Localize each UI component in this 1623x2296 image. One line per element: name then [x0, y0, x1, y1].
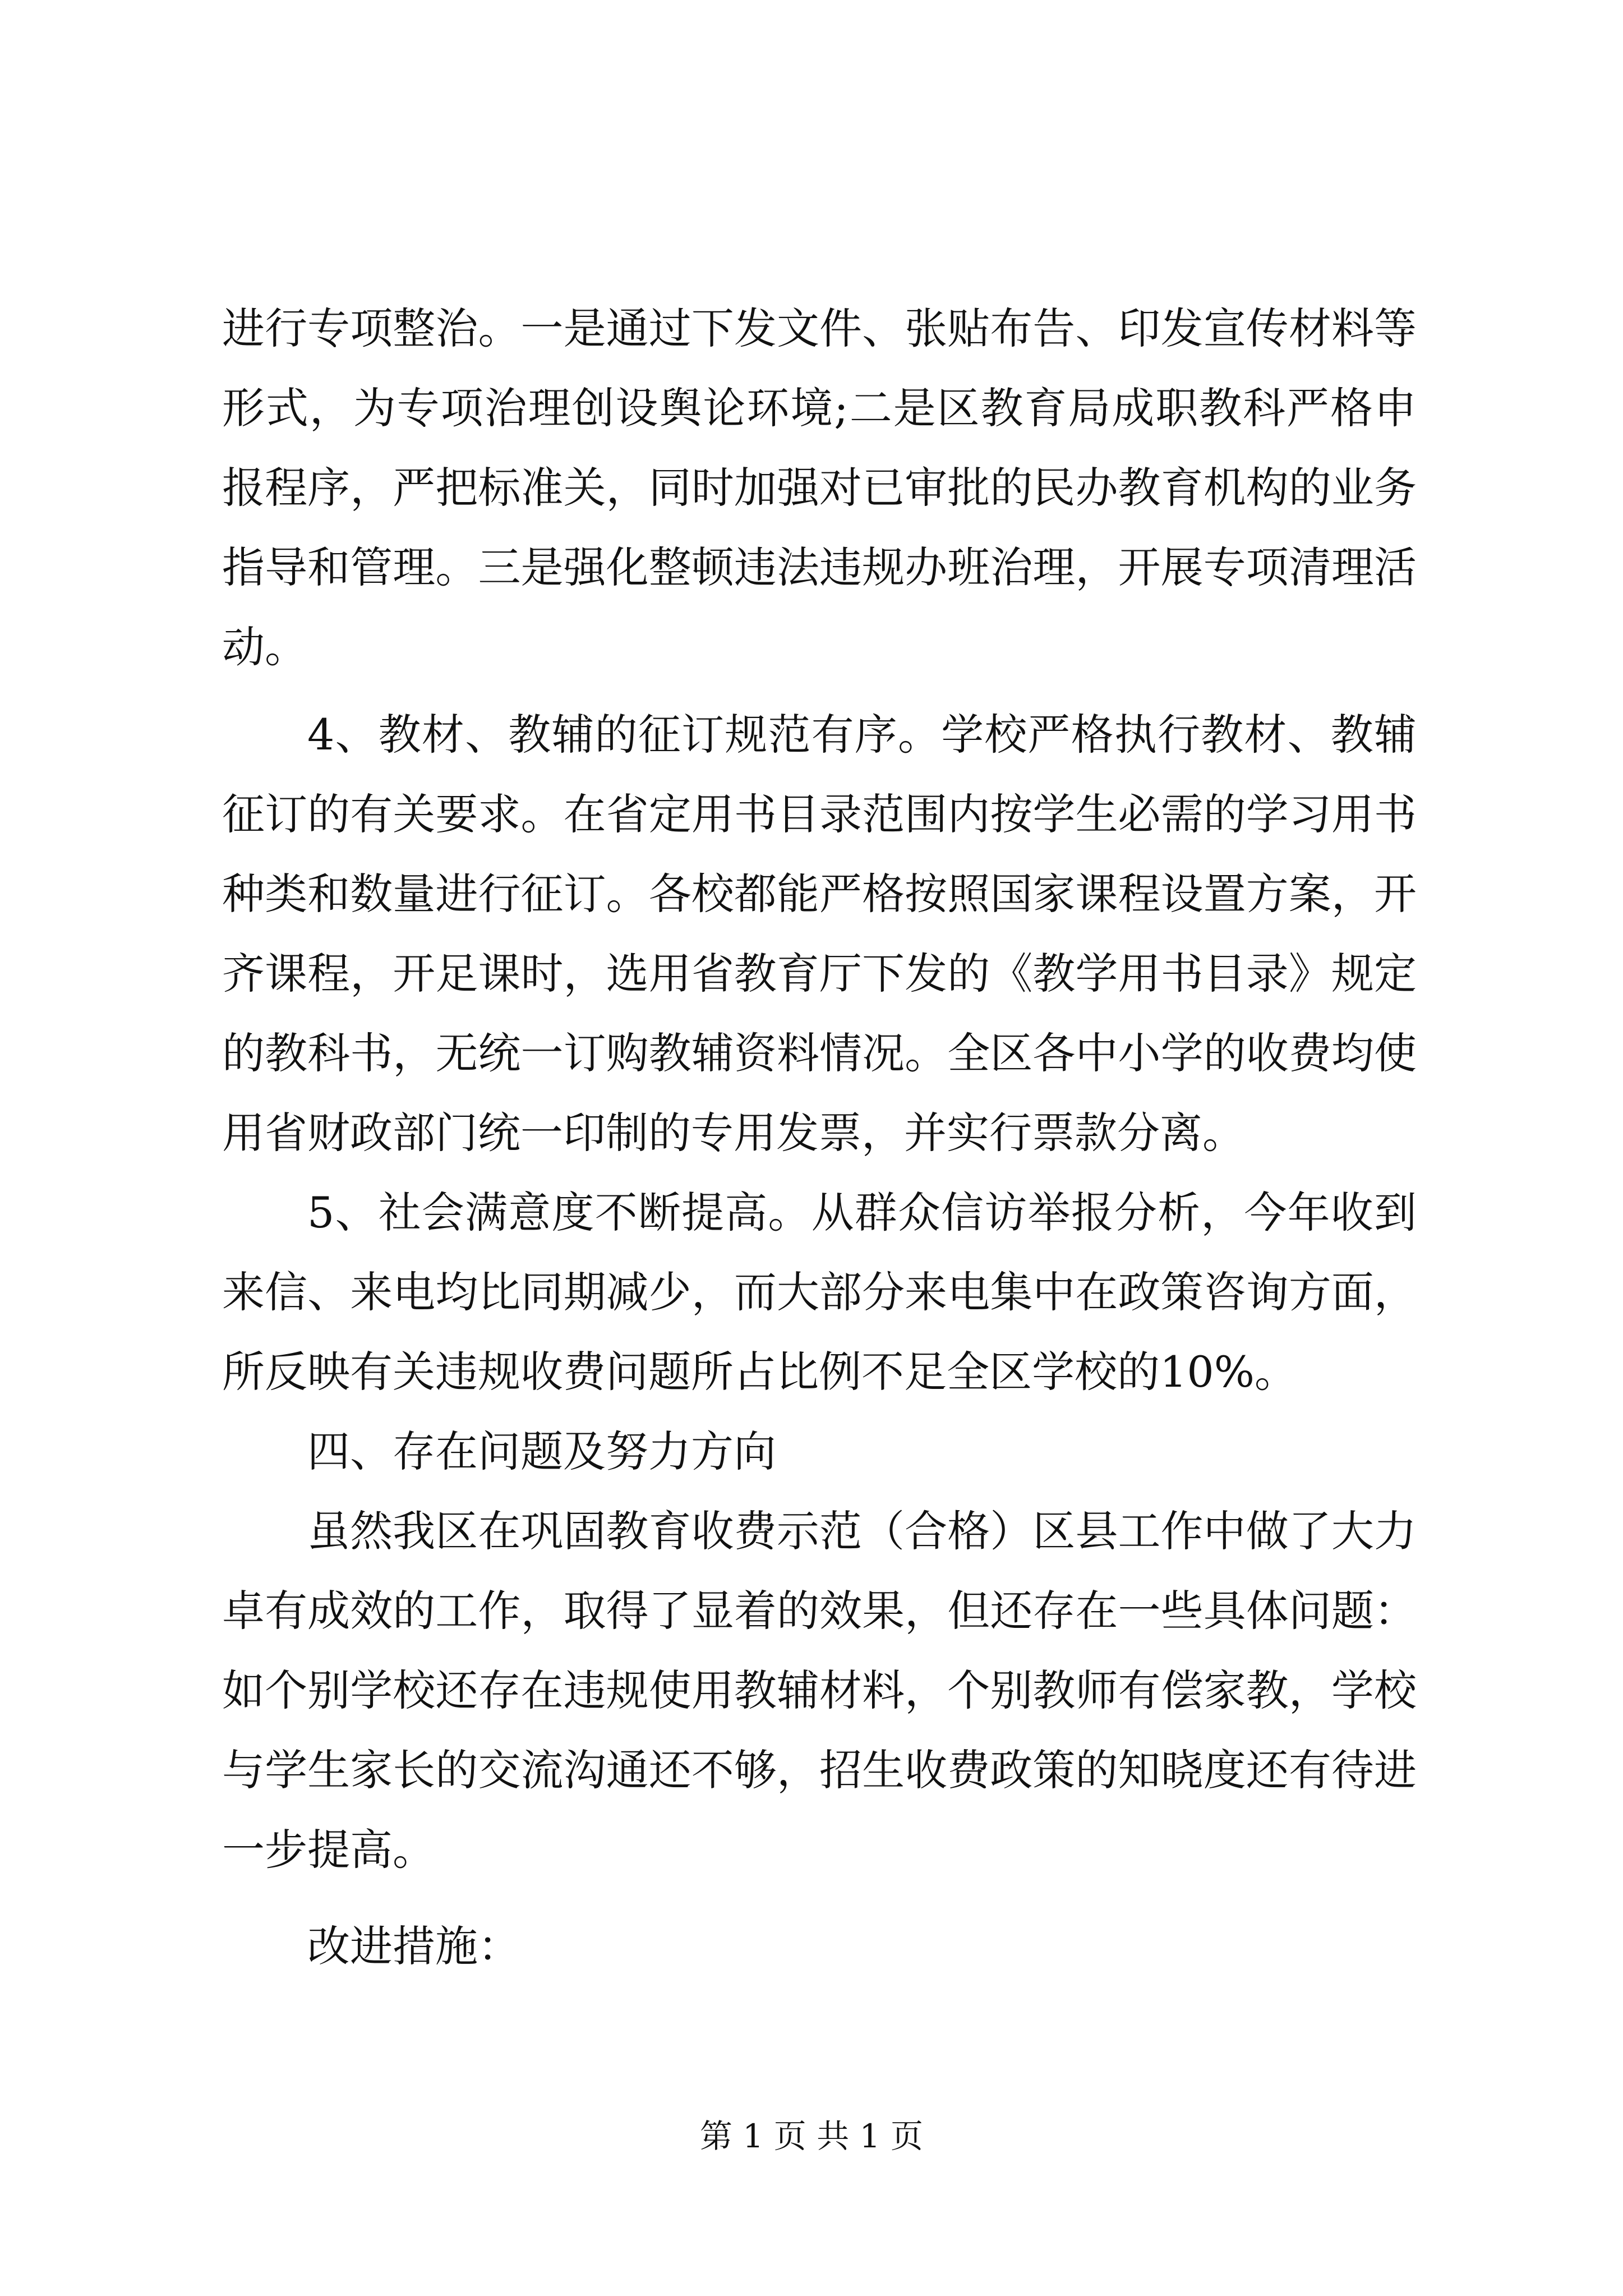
paragraph-textbook-ordering: 4、教材、教辅的征订规范有序。学校严格执行教材、教辅征订的有关要求。在省定用书目录范围内按学生必需的学习用书种类和数量进行征订。各校都能严格按照国家课程设置方案，开齐课程，开足课时，选用省教育厅下发的《教学用书目录》规定的教科书，无统一订购教辅资料情况。全区各中小学的收费均使用省财政部门统一印制的专用发票，并实行票款分离。: [222, 710, 1417, 1158]
page-number-label: 第 1 页 共 1 页: [700, 2117, 923, 2155]
paragraph-improvement-measures: 改进措施：: [307, 1921, 520, 1971]
section-heading-problems: 四、存在问题及努力方向: [307, 1427, 776, 1476]
document-body: [222, 289, 1417, 1986]
paragraph-existing-problems: 虽然我区在巩固教育收费示范（合格）区县工作中做了大力卓有成效的工作，取得了显着的效果，但还存在一些具体问题：如个别学校还存在违规使用教辅材料，个别教师有偿家教，学校与学生家长的交流沟通还不够，招生收费政策的知晓度还有待进一步提高。: [222, 1506, 1417, 1875]
page-footer: [0, 2114, 1623, 2159]
paragraph-social-satisfaction: 5、社会满意度不断提高。从群众信访举报分析，今年收到来信、来电均比同期减少，而大部分来电集中在政策咨询方面，所反映有关违规收费问题所占比例不足全区学校的10%。: [222, 1188, 1417, 1397]
paragraph-special-rectification: 进行专项整治。一是通过下发文件、张贴布告、印发宣传材料等形式，为专项治理创设舆论环境;二是区教育局成职教科严格申报程序，严把标准关，同时加强对已审批的民办教育机构的业务指导和管理。三是强化整顿违法违规办班治理，开展专项清理活动。: [222, 303, 1417, 672]
